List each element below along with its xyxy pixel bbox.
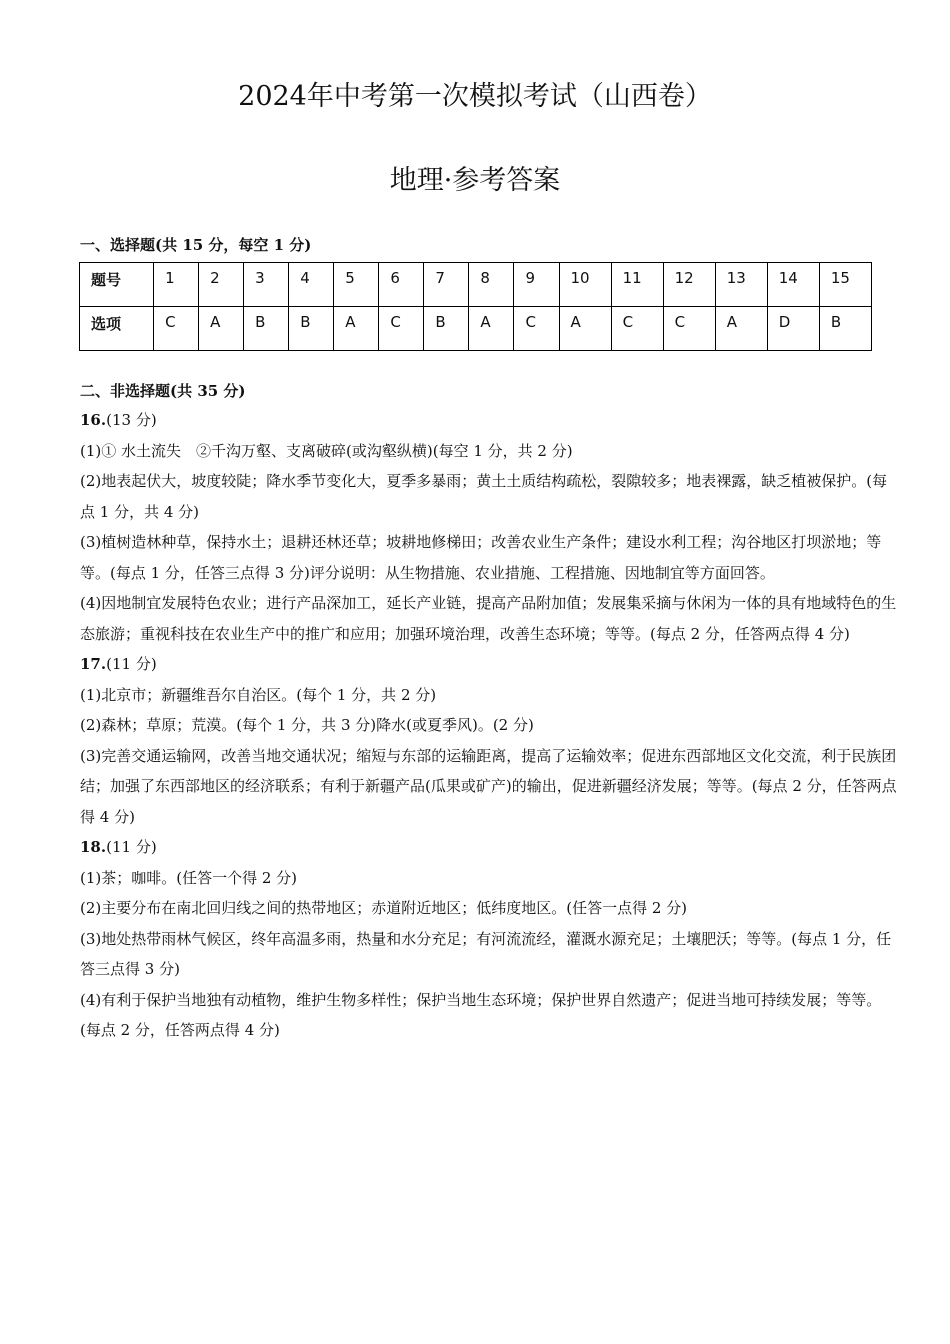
answer-choice: C (154, 307, 199, 351)
question-number: 15 (819, 263, 871, 307)
question-number-label: 17. (80, 655, 107, 673)
answer-paragraph: (1)茶；咖啡。(任答一个得 2 分) (80, 868, 298, 887)
answer-choice: A (469, 307, 514, 351)
question-number: 4 (289, 263, 334, 307)
question-number: 13 (715, 263, 767, 307)
section2-body (80, 405, 900, 1046)
question-number: 3 (244, 263, 289, 307)
question-number: 7 (424, 263, 469, 307)
answer-choice: B (819, 307, 871, 351)
section1-heading: 一、选择题(共 15 分，每空 1 分) (80, 236, 312, 254)
answer-paragraph: (3)完善交通运输网，改善当地交通状况；缩短与东部的运输距离，提高了运输效率；促进东西部地区文化交流，利于民族团结；加强了东西部地区的经济联系；有利于新疆产品(瓜果或矿产)的输出，促进新疆经济发展；等等。(每点 2 分，任答两点得 4 分) (80, 746, 897, 826)
question-17-header (80, 649, 900, 680)
question-score: (11 分) (106, 655, 157, 673)
answer-table (79, 262, 872, 351)
question-16-header (80, 405, 900, 436)
question-number: 9 (514, 263, 559, 307)
answer-choice: A (199, 307, 244, 351)
question-number: 14 (767, 263, 819, 307)
answer-paragraph: (1)① 水土流失 ②千沟万壑、支离破碎(或沟壑纵横)(每空 1 分，共 2 分) (80, 441, 573, 460)
question-18-header (80, 832, 900, 863)
answer-choice: B (424, 307, 469, 351)
question-number: 5 (334, 263, 379, 307)
question-number-label: 18. (80, 838, 107, 856)
answer-paragraph: (4)有利于保护当地独有动植物，维护生物多样性；保护当地生态环境；保护世界自然遗产；促进当地可持续发展；等等。(每点 2 分，任答两点得 4 分) (80, 990, 882, 1039)
section2-heading: 二、非选择题(共 35 分) (80, 382, 246, 400)
answer-paragraph: (2)主要分布在南北回归线之间的热带地区；赤道附近地区；低纬度地区。(任答一点得 2 分) (80, 899, 688, 917)
answer-paragraph: (2)森林；草原；荒漠。(每个 1 分，共 3 分)降水(或夏季风)。(2 分) (80, 716, 534, 734)
answer-paragraph: (1)北京市；新疆维吾尔自治区。(每个 1 分，共 2 分) (80, 685, 437, 704)
answer-paragraph: (4)因地制宜发展特色农业；进行产品深加工，延长产业链，提高产品附加值；发展集采摘与休闲为一体的具有地域特色的生态旅游；重视科技在农业生产中的推广和应用；加强环境治理，改善生态环境；等等。(每点 2 分，任答两点得 4 分) (80, 594, 897, 643)
question-number: 11 (611, 263, 663, 307)
page-subtitle: 地理·参考答案 (389, 165, 561, 196)
question-number: 6 (379, 263, 424, 307)
answer-choice: C (514, 307, 559, 351)
answer-row (80, 307, 872, 351)
question-score: (13 分) (106, 411, 157, 429)
row-header-question: 题号 (80, 263, 154, 307)
answer-choice: D (767, 307, 819, 351)
page-title: 2024年中考第一次模拟考试（山西卷） (238, 81, 712, 112)
answer-choice: A (715, 307, 767, 351)
question-number: 12 (663, 263, 715, 307)
question-number: 2 (199, 263, 244, 307)
answer-choice: A (559, 307, 611, 351)
question-number-label: 16. (80, 411, 107, 429)
answer-choice: C (663, 307, 715, 351)
row-header-answer: 选项 (80, 307, 154, 351)
question-score: (11 分) (106, 838, 157, 856)
answer-paragraph: (3)植树造林种草，保持水土；退耕还林还草；坡耕地修梯田；改善农业生产条件；建设水利工程；沟谷地区打坝淤地；等等。(每点 1 分，任答三点得 3 分)评分说明：从生物措施、农业措施、工程措施、因地制宜等方面回答。 (80, 533, 882, 582)
answer-choice: C (611, 307, 663, 351)
answer-paragraph: (3)地处热带雨林气候区，终年高温多雨，热量和水分充足；有河流流经，灌溉水源充足；土壤肥沃；等等。(每点 1 分，任答三点得 3 分) (80, 929, 892, 978)
answer-choice: B (244, 307, 289, 351)
question-number-row (80, 263, 872, 307)
answer-choice: C (379, 307, 424, 351)
answer-choice: B (289, 307, 334, 351)
question-number: 8 (469, 263, 514, 307)
answer-choice: A (334, 307, 379, 351)
question-number: 10 (559, 263, 611, 307)
answer-paragraph: (2)地表起伏大，坡度较陡；降水季节变化大，夏季多暴雨；黄土土质结构疏松，裂隙较多；地表裸露，缺乏植被保护。(每点 1 分，共 4 分) (80, 472, 888, 521)
question-number: 1 (154, 263, 199, 307)
